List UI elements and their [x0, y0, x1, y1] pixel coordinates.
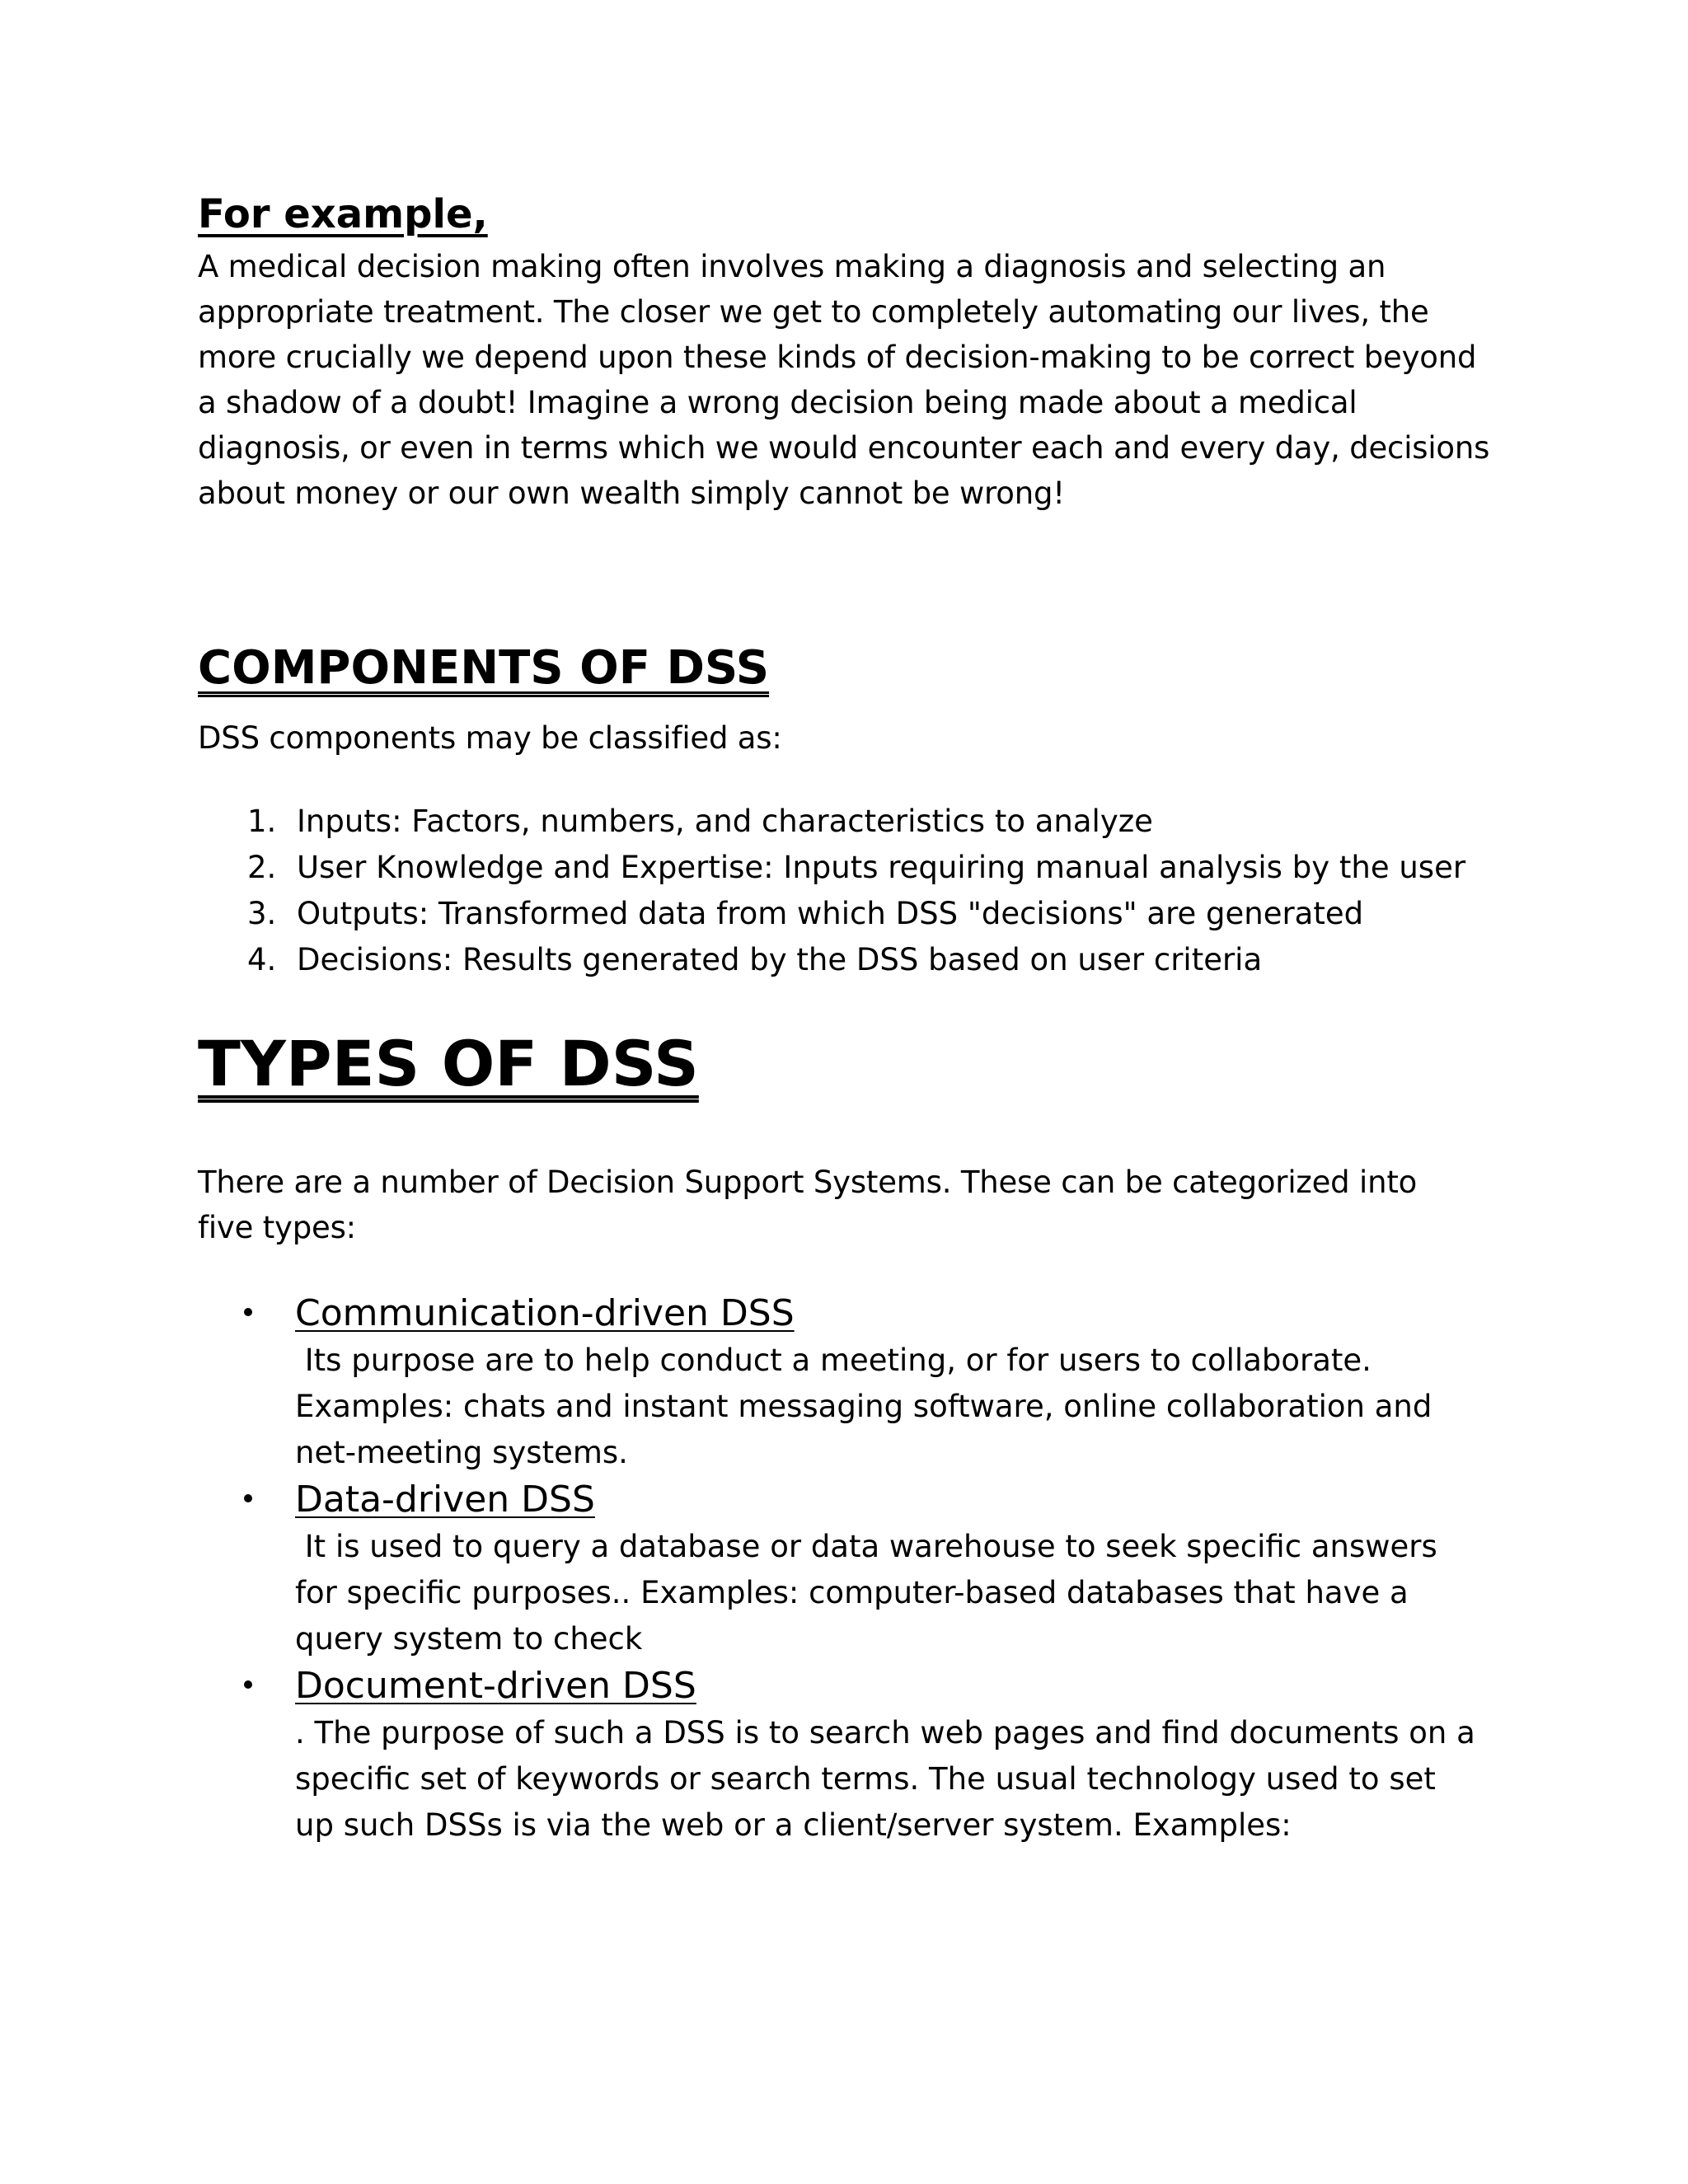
list-item-text: Outputs: Transformed data from which DSS "decisions" are generated — [297, 896, 1364, 931]
list-item — [247, 799, 1517, 845]
type-desc-line: specific set of keywords or search terms. The usual technology used to set — [295, 1761, 1436, 1797]
type-title: Data-driven DSS — [295, 1479, 595, 1521]
list-item — [198, 1476, 1517, 1662]
list-item — [198, 1662, 1517, 1849]
example-line: diagnosis, or even in terms which we would encounter each and every day, decisions — [198, 430, 1490, 466]
document-page — [198, 190, 1517, 1849]
bullet-icon — [244, 1494, 252, 1502]
list-item-text: Inputs: Factors, numbers, and characteristics to analyze — [297, 804, 1153, 839]
list-item — [247, 845, 1517, 891]
list-item-number: 1. — [247, 804, 277, 839]
example-section — [198, 190, 1517, 516]
type-desc-line: for specific purposes.. Examples: computer-based databases that have a — [295, 1575, 1409, 1610]
example-line: about money or our own wealth simply cannot be wrong! — [198, 476, 1065, 511]
example-heading: For example, — [198, 191, 488, 237]
type-title: Communication-driven DSS — [295, 1292, 795, 1334]
types-intro-line: There are a number of Decision Support Systems. These can be categorized into — [198, 1165, 1418, 1200]
example-line: more crucially we depend upon these kinds of decision-making to be correct beyond — [198, 340, 1477, 375]
types-intro — [198, 1160, 1517, 1250]
type-title: Document-driven DSS — [295, 1665, 696, 1707]
types-list — [198, 1290, 1517, 1849]
components-section — [198, 640, 1517, 983]
components-intro: DSS components may be classified as: — [198, 720, 782, 756]
type-desc-line: net-meeting systems. — [295, 1435, 628, 1470]
example-line: a shadow of a doubt! Imagine a wrong decision being made about a medical — [198, 385, 1357, 420]
type-desc-line: It is used to query a database or data warehouse to seek specific answers — [295, 1529, 1437, 1564]
types-heading: TYPES OF DSS — [198, 1027, 699, 1100]
types-section — [198, 1026, 1517, 1849]
list-item-number: 3. — [247, 896, 277, 931]
list-item — [247, 891, 1517, 937]
list-item — [247, 937, 1517, 983]
type-desc-line: up such DSSs is via the web or a client/server system. Examples: — [295, 1807, 1292, 1843]
list-item-text: User Knowledge and Expertise: Inputs requiring manual analysis by the user — [297, 850, 1466, 885]
example-paragraph — [198, 244, 1517, 516]
components-heading: COMPONENTS OF DSS — [198, 641, 770, 695]
type-desc-line: query system to check — [295, 1621, 643, 1657]
bullet-icon — [244, 1308, 252, 1316]
types-intro-line: five types: — [198, 1210, 356, 1245]
type-desc-line: Examples: chats and instant messaging software, online collaboration and — [295, 1389, 1432, 1424]
type-desc-line: Its purpose are to help conduct a meeting, or for users to collaborate. — [295, 1343, 1372, 1378]
list-item-number: 2. — [247, 850, 277, 885]
components-list — [198, 799, 1517, 983]
bullet-icon — [244, 1680, 252, 1689]
list-item — [198, 1290, 1517, 1476]
list-item-text: Decisions: Results generated by the DSS based on user criteria — [297, 942, 1263, 977]
type-desc-line: . The purpose of such a DSS is to search web pages and find documents on a — [295, 1715, 1475, 1750]
example-line: appropriate treatment. The closer we get to completely automating our lives, the — [198, 294, 1429, 330]
list-item-number: 4. — [247, 942, 277, 977]
example-line: A medical decision making often involves making a diagnosis and selecting an — [198, 249, 1386, 284]
